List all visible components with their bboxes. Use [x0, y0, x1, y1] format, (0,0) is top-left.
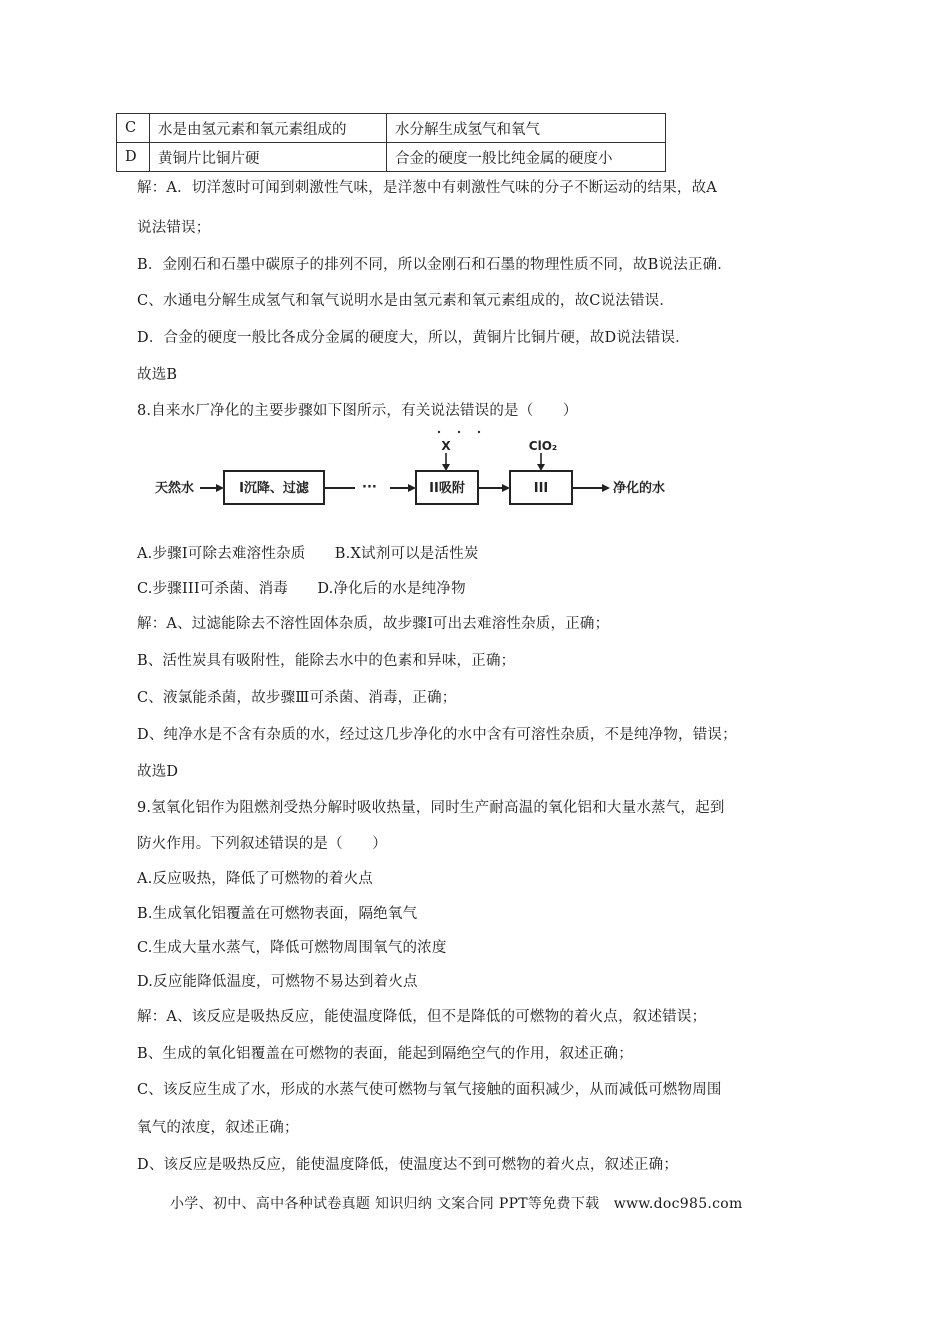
row-key: C	[117, 114, 150, 143]
reagent-clo2-label: ClO₂	[528, 439, 558, 453]
text-line: 防火作用。下列叙述错误的是（ ）	[137, 836, 387, 852]
text-line: 故选B	[137, 367, 178, 383]
table-row	[117, 143, 666, 172]
arrow-icon	[408, 484, 416, 492]
ellipsis: ···	[362, 480, 377, 495]
row-phenomenon: 黄铜片比铜片硬	[150, 143, 387, 172]
row-phenomenon: 水是由氢元素和氧元素组成的	[150, 114, 387, 143]
text-line: C、液氯能杀菌，故步骤Ⅲ可杀菌、消毒，正确；	[137, 690, 457, 706]
arrow-down-icon	[442, 464, 450, 471]
text-line: B、活性炭具有吸附性，能除去水中的色素和异味，正确；	[137, 653, 516, 669]
text-line: C、水通电分解生成氢气和氧气说明水是由氢元素和氧元素组成的，故C说法错误．	[137, 293, 675, 309]
question-8: 8.自来水厂净化的主要步骤如下图所示，有关说法错误的是（ ）	[137, 403, 578, 419]
arrow-icon	[602, 484, 610, 492]
text-line: D、该反应是吸热反应，能使温度降低，使温度达不到可燃物的着火点，叙述正确；	[137, 1157, 679, 1173]
option-line: A.反应吸热，降低了可燃物的着火点	[137, 871, 373, 887]
row-key: D	[117, 143, 150, 172]
input-label: 天然水	[155, 481, 195, 496]
option-line: C.步骤III可杀菌、消毒 D.净化后的水是纯净物	[137, 581, 466, 597]
dots-decoration	[438, 431, 480, 433]
arrow-down-icon	[537, 464, 545, 471]
text-line: 解：A、过滤能除去不溶性固体杂质，故步骤Ⅰ可出去难溶性杂质，正确；	[137, 616, 610, 632]
text-line: D、纯净水是不含有杂质的水，经过这几步净化的水中含有可溶性杂质，不是纯净物，错误；	[137, 727, 737, 743]
row-explanation: 合金的硬度一般比纯金属的硬度小	[387, 143, 666, 172]
option-line: A.步骤I可除去难溶性杂质 B.X试剂可以是活性炭	[137, 546, 479, 562]
arrow-icon	[216, 484, 224, 492]
text-line: 说法错误；	[137, 220, 211, 236]
option-line: B.生成氧化铝覆盖在可燃物表面，隔绝氧气	[137, 906, 418, 922]
step3-label: III	[533, 481, 549, 496]
text-line: 氧气的浓度，叙述正确；	[137, 1120, 299, 1136]
text-line: C、该反应生成了水，形成的水蒸气使可燃物与氧气接触的面积减少，从而减低可燃物周围	[137, 1082, 722, 1098]
page-footer: 小学、初中、高中各种试卷真题 知识归纳 文案合同 PPT等免费下载 www.doc985.com	[170, 1196, 743, 1212]
options-table	[116, 113, 666, 172]
step2-label: II吸附	[429, 481, 465, 496]
output-label: 净化的水	[613, 481, 666, 496]
text-line: B．金刚石和石墨中碳原子的排列不同，所以金刚石和石墨的物理性质不同，故B说法正确．	[137, 257, 733, 273]
text-line: 故选D	[137, 764, 179, 780]
text-line: 解：A、该反应是吸热反应，能使温度降低，但不是降低的可燃物的着火点，叙述错误；	[137, 1009, 707, 1025]
reagent-x-label: X	[441, 439, 451, 453]
text-line: D．合金的硬度一般比各成分金属的硬度大，所以，黄铜片比铜片硬，故D说法错误．	[137, 330, 690, 346]
table-row	[117, 114, 666, 143]
row-explanation: 水分解生成氢气和氧气	[387, 114, 666, 143]
option-line: C.生成大量水蒸气，降低可燃物周围氧气的浓度	[137, 940, 447, 956]
question-9: 9.氢氧化铝作为阻燃剂受热分解时吸收热量，同时生产耐高温的氧化铝和大量水蒸气，起到	[137, 800, 725, 816]
purification-diagram	[150, 428, 710, 512]
arrow-icon	[502, 484, 510, 492]
text-line: B、生成的氧化铝覆盖在可燃物的表面，能起到隔绝空气的作用，叙述正确；	[137, 1046, 633, 1062]
step1-label: I沉降、过滤	[239, 481, 309, 496]
option-line: D.反应能降低温度，可燃物不易达到着火点	[137, 974, 418, 990]
text-line: 解：A．切洋葱时可闻到刺激性气味，是洋葱中有刺激性气味的分子不断运动的结果，故A	[137, 180, 717, 196]
